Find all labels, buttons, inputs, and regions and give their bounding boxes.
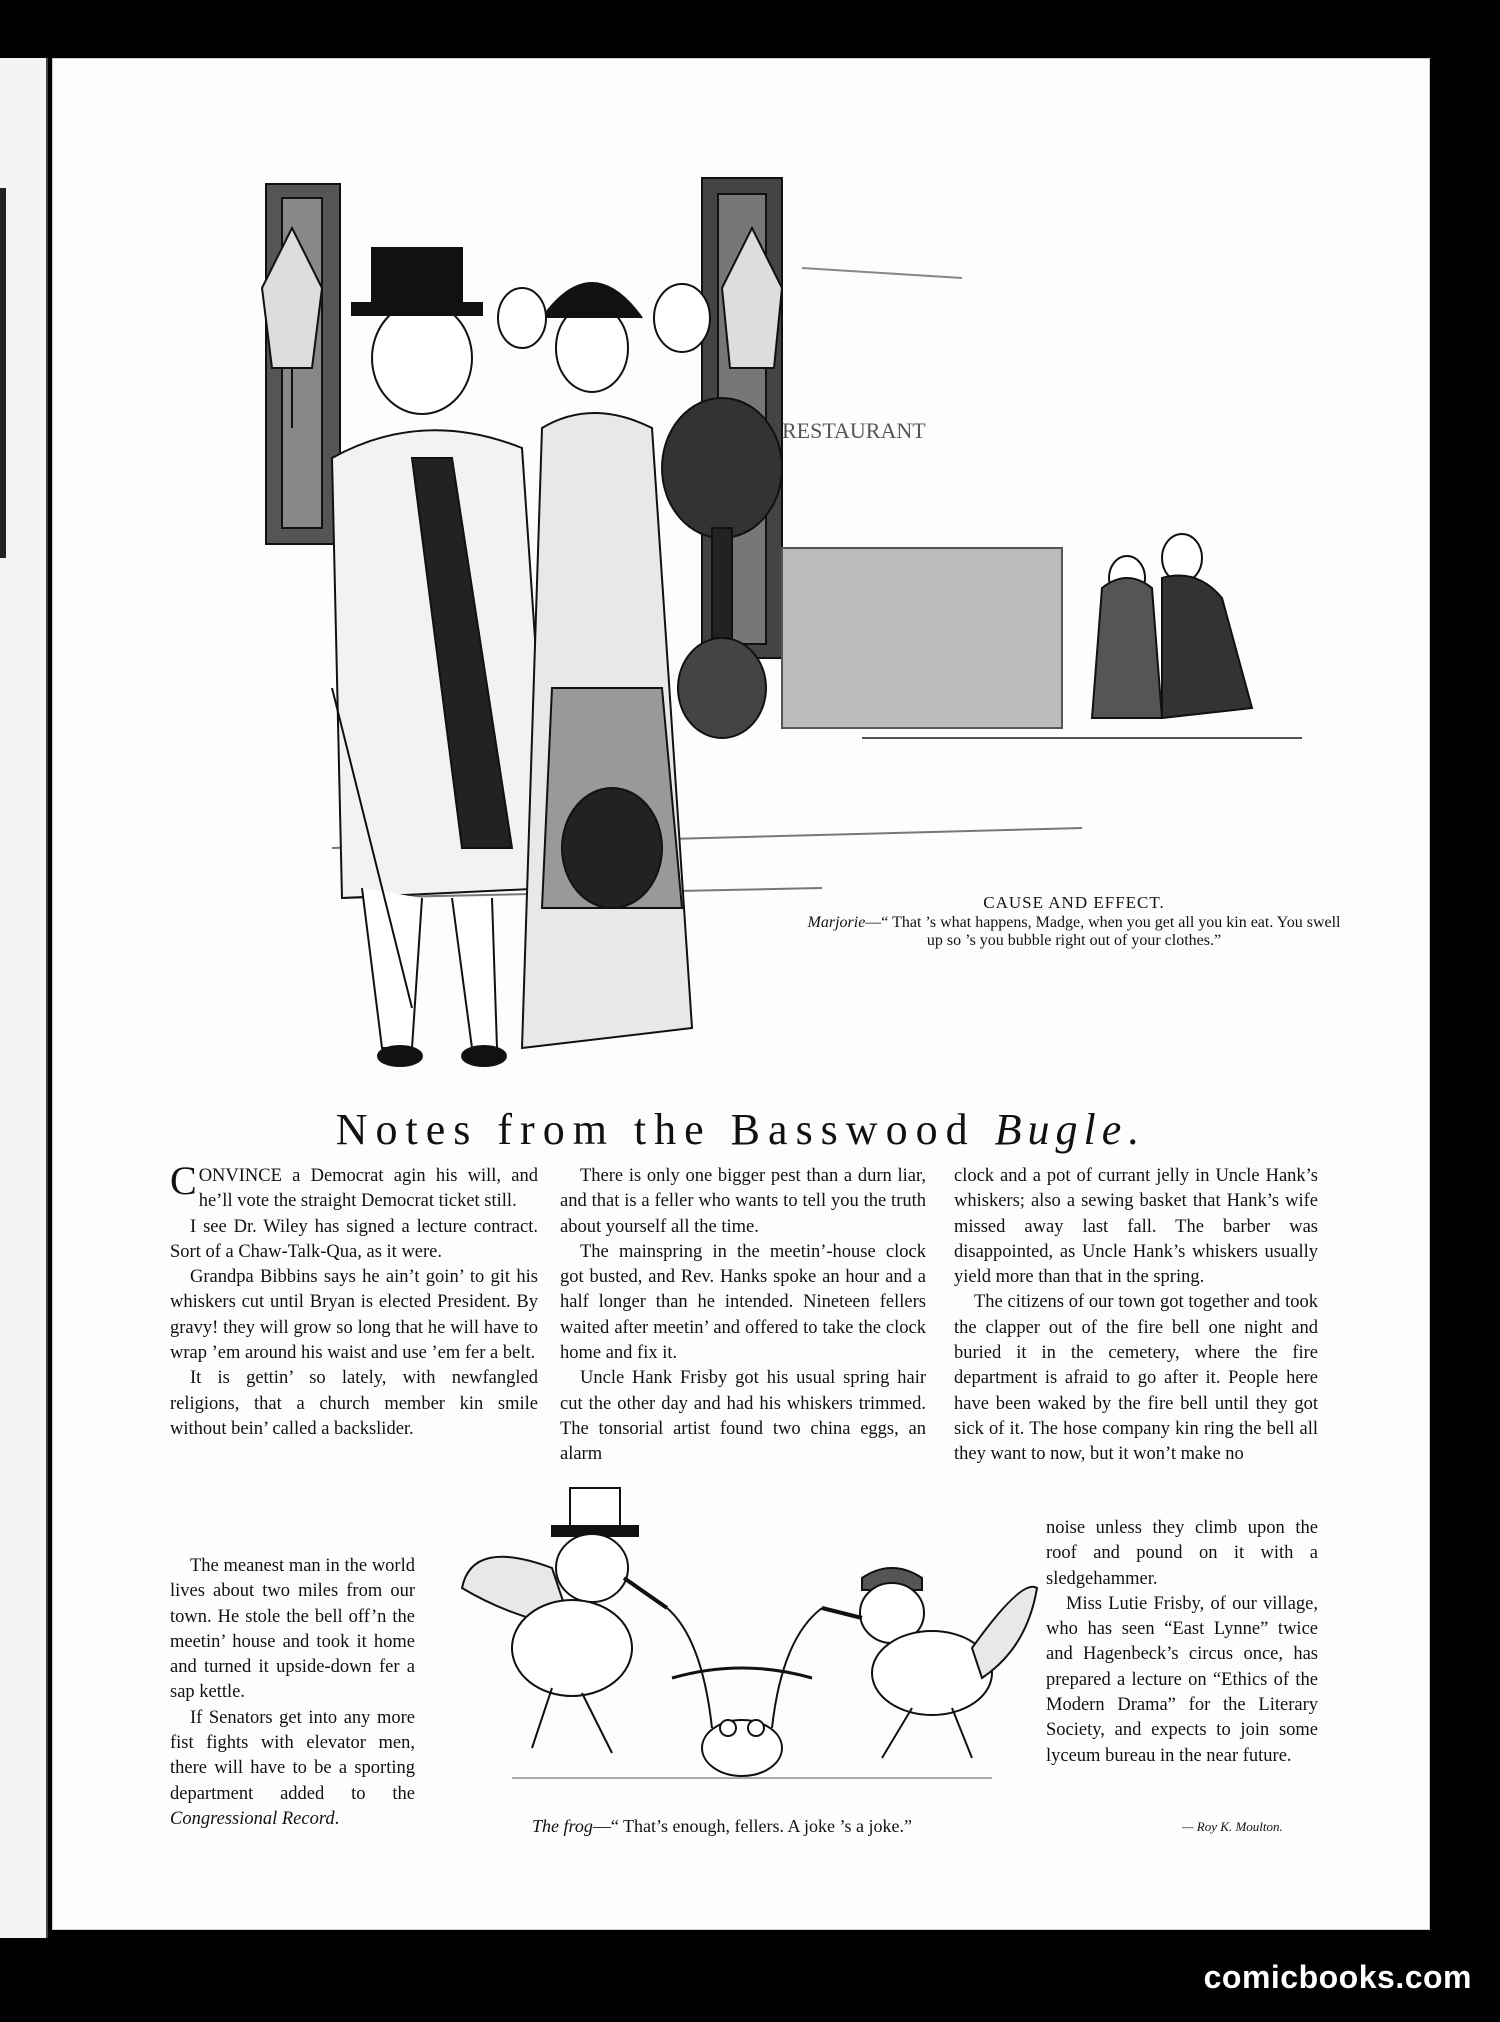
paragraph <box>170 1158 538 1215</box>
paragraph: There is only one bigger pest than a durn liar, and that is a feller who wants to tell you the truth about yourself all the time. <box>560 1166 926 1237</box>
paragraph: noise unless they climb upon the roof and pound on it with a sledgehammer. <box>1046 1518 1318 1589</box>
article-column-1-lower <box>170 1554 415 1832</box>
caption-speaker: Marjorie <box>807 914 866 931</box>
caption-text: —“ That’s enough, fellers. A joke ’s a joke.” <box>592 1816 912 1836</box>
caption-text: —“ That ’s what happens, Madge, when you get all you kin eat. You swell up so ’s you bubble right out of your clothes.” <box>865 914 1341 949</box>
paragraph: The meanest man in the world lives about two miles from our town. He stole the bell off’n the meetin’ house and took it home and turned it upside-down fer a sap kettle. <box>170 1556 415 1703</box>
paragraph-text: ONVINCE a Democrat agin his will, and he’ll vote the straight Democrat ticket still. <box>198 1166 538 1212</box>
paragraph: The mainspring in the meetin’-house clock got busted, and Rev. Hanks spoke an hour and a half longer than he intended. Nineteen fellers waited after meetin’ and offered to take the clock home and fix it. <box>560 1241 926 1364</box>
paragraph: Grandpa Bibbins says he ain’t goin’ to git his whiskers cut until Bryan is elected President. By gravy! they will grow so long that he will have to wrap ’em around his waist and use ’em fer a belt. <box>170 1267 538 1364</box>
caption-title: CAUSE AND EFFECT. <box>983 893 1165 912</box>
paragraph: It is gettin’ so lately, with newfangled religions, that a church member kin smile without bein’ called a backslider. <box>170 1368 538 1439</box>
paragraph: clock and a pot of currant jelly in Uncle Hank’s whiskers; also a sewing basket that Hank’s wife missed away last fall. The barber was disappointed, as Uncle Hank’s whiskers usually yield more than that in the spring. <box>954 1166 1318 1288</box>
caption-speaker: The frog <box>532 1816 593 1836</box>
headline-end: . <box>1127 1105 1147 1154</box>
caption-quote <box>804 914 1344 950</box>
article-headline <box>52 1104 1430 1155</box>
article-column-2 <box>560 1164 926 1468</box>
left-page-edge <box>0 58 48 1938</box>
top-illustration-drawing <box>222 128 1372 1098</box>
drop-cap: C <box>170 1158 197 1203</box>
article-column-3-lower <box>1046 1516 1318 1769</box>
paragraph-text: If Senators get into any more fist fights with elevator men, there will have to be a sporting department added to the <box>170 1707 415 1804</box>
headline-main: Notes from the Basswood <box>335 1105 995 1154</box>
restaurant-sign: RESTAURANT <box>782 418 926 443</box>
paragraph: Miss Lutie Frisby, of our village, who has seen “East Lynne” twice and Hagenbeck’s circus once, has prepared a lecture on “Ethics of the Modern Drama” for the Literary Society, and expects to join some lyceum bureau in the near future. <box>1046 1593 1318 1766</box>
paragraph: I see Dr. Wiley has signed a lecture contract. Sort of a Chaw-Talk-Qua, as it were. <box>170 1216 538 1262</box>
left-page-binding-strip <box>0 188 6 558</box>
paragraph-italic: Congressional Record <box>170 1808 335 1829</box>
bottom-illustration <box>452 1478 1042 1808</box>
author-signature: — Roy K. Moulton. <box>1182 1819 1283 1834</box>
watermark: comicbooks.com <box>1203 1959 1472 1995</box>
bottom-illustration-caption <box>532 1816 1092 1837</box>
article-column-1 <box>170 1158 538 1442</box>
article-column-3 <box>954 1164 1318 1468</box>
headline-italic: Bugle <box>994 1105 1128 1154</box>
birds-and-frog-drawing <box>452 1478 1042 1808</box>
top-illustration-caption <box>804 894 1344 950</box>
paragraph: Uncle Hank Frisby got his usual spring hair cut the other day and had his whiskers trimmed. The tonsorial artist found two china eggs, an alarm <box>560 1368 926 1465</box>
top-illustration <box>222 128 1372 1098</box>
paragraph: The citizens of our town got together and took the clapper out of the fire bell one night and buried it in the cemetery, where the fire department is afraid to go after it. People here have been waked by the fire bell until they got sick of it. The hose company kin ring the bell all they want to now, but it won’t make no <box>954 1292 1318 1465</box>
paragraph-end: . <box>334 1808 340 1829</box>
magazine-page <box>52 58 1430 1930</box>
paragraph <box>170 1706 415 1832</box>
